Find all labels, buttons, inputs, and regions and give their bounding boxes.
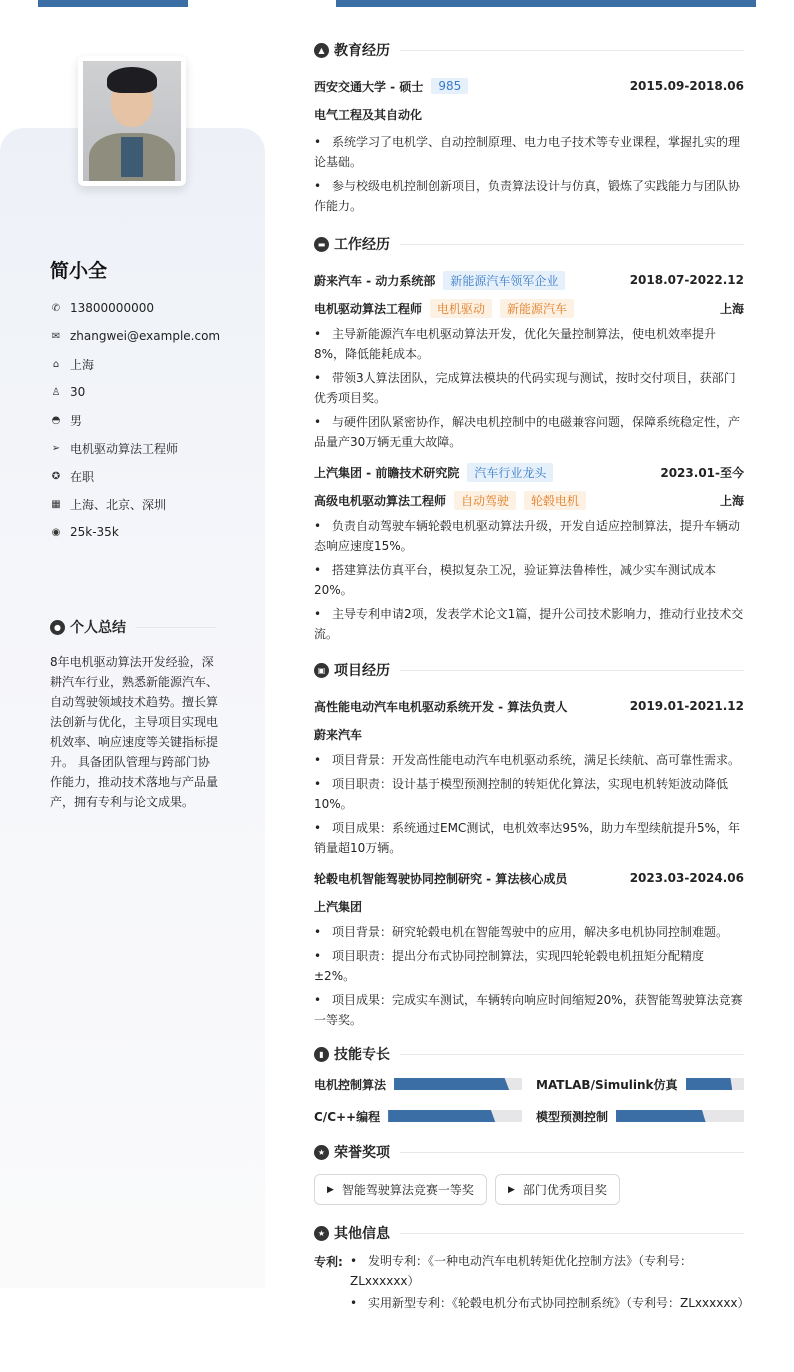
status-icon: ✪ <box>51 470 61 482</box>
play-icon: ▶ <box>327 1184 334 1195</box>
patent-item: • 实用新型专利：《轮毂电机分布式协同控制系统》（专利号：ZLxxxxxx） <box>350 1293 744 1313</box>
info-row: ◓ 男 <box>51 413 83 428</box>
company-name: 上汽集团 - 前瞻技术研究院 <box>314 465 460 480</box>
skills-heading: ▮ 技能专长 <box>314 1042 744 1066</box>
info-row: ⌂ 上海 <box>50 350 220 378</box>
job-entry <box>314 266 744 452</box>
job-bullet: • 主导专利申请2项，发表学术论文1篇，提升公司技术影响力，推动行业技术交流。 <box>314 604 744 644</box>
accent-bar-left <box>38 0 188 7</box>
education-heading: ▲ 教育经历 <box>314 38 744 62</box>
award-badge: ▶ 智能驾驶算法竞赛一等奖 <box>314 1174 487 1205</box>
skill-level <box>616 1110 706 1122</box>
phone-icon: ✆ <box>51 302 61 314</box>
skill-bar <box>394 1078 522 1090</box>
position-icon: ➢ <box>51 442 61 454</box>
skill-bar <box>686 1078 745 1090</box>
summary-text: 8年电机驱动算法开发经验，深耕汽车行业，熟悉新能源汽车、自动驾驶领域技术趋势。擅长算法创新与优化，主导项目实现电机效率、响应速度等关键指标提升。 具备团队管理与跨部门协作能力，推动技术落地与产品量产，拥有专利与论文成果。 <box>50 655 219 809</box>
award-badge: ▶ 部门优秀项目奖 <box>495 1174 620 1205</box>
awards-heading: ★ 荣誉奖项 <box>314 1140 744 1164</box>
job-bullet: • 带领3人算法团队，完成算法模块的代码实现与测试，按时交付项目，获部门优秀项目奖。 <box>314 368 744 408</box>
skill-bar <box>388 1110 522 1122</box>
candidate-name: 简小全 <box>50 260 108 282</box>
skill-name: 模型预测控制 <box>536 1109 609 1124</box>
info-row: ➢ 电机驱动算法工程师 <box>51 441 179 456</box>
school-tag: 985 <box>431 78 468 94</box>
skill-item <box>536 1106 744 1126</box>
skill-bar <box>616 1110 744 1122</box>
job-role: 高级电机驱动算法工程师 <box>314 493 447 508</box>
project-name: 高性能电动汽车电机驱动系统开发 - 算法负责人 <box>314 699 568 714</box>
play-icon: ▶ <box>507 1184 515 1195</box>
main-content <box>314 38 750 1317</box>
project-bullet: • 项目职责：设计基于模型预测控制的转矩优化算法，实现电机转矩波动降低10%。 <box>314 774 744 814</box>
summary-heading: ● 个人总结 <box>50 617 216 637</box>
skill-name: C/C++编程 <box>314 1109 381 1124</box>
grid-icon: ▣ <box>314 663 329 678</box>
education-bullet: • 参与校级电机控制创新项目，负责算法设计与仿真，锻炼了实践能力与团队协作能力。 <box>314 176 744 216</box>
role-tag: 电机驱动 <box>430 299 492 318</box>
project-bullet: • 项目职责：提出分布式协同控制算法，实现四轮轮毂电机扭矩分配精度±2%。 <box>314 946 744 986</box>
project-bullet: • 项目背景：研究轮毂电机在智能驾驶中的应用，解决多电机协同控制难题。 <box>314 922 744 942</box>
skill-item <box>314 1074 522 1094</box>
skill-level <box>388 1110 495 1122</box>
job-date: 2018.07-2022.12 <box>629 273 744 287</box>
education-entry <box>314 72 744 216</box>
role-tag: 自动驾驶 <box>454 491 516 510</box>
mail-icon: ✉ <box>51 330 61 342</box>
job-entry <box>314 458 744 644</box>
accent-bar-right <box>336 0 756 7</box>
user-icon: ● <box>50 620 65 635</box>
patents-label: 专利: <box>314 1255 343 1269</box>
award-icon: ★ <box>314 1145 329 1160</box>
skill-level <box>686 1078 733 1090</box>
info-row: ▦ 上海、北京、深圳 <box>51 497 167 512</box>
avatar <box>78 56 186 186</box>
info-icon: ★ <box>314 1226 329 1241</box>
job-date: 2023.01-至今 <box>660 465 744 480</box>
project-entry <box>314 864 744 1030</box>
home-icon: ⌂ <box>52 358 60 370</box>
education-date: 2015.09-2018.06 <box>629 79 744 93</box>
info-row: ✆ 13800000000 <box>51 301 154 315</box>
role-tag: 新能源汽车 <box>500 299 574 318</box>
role-tag: 轮毂电机 <box>524 491 586 510</box>
skill-level <box>394 1078 509 1090</box>
age-icon: ♙ <box>51 386 61 398</box>
project-org: 蔚来汽车 <box>314 727 363 742</box>
info-row: ✪ 在职 <box>51 469 95 484</box>
job-bullet: • 负责自动驾驶车辆轮毂电机驱动算法升级，开发自适应控制算法，提升车辆动态响应速度15%。 <box>314 516 744 556</box>
job-bullet: • 搭建算法仿真平台，模拟复杂工况，验证算法鲁棒性，减少实车测试成本20%。 <box>314 560 744 600</box>
info-row: ♙ 30 <box>51 385 86 399</box>
job-bullet: • 与硬件团队紧密协作，解决电机控制中的电磁兼容问题，保障系统稳定性，产品量产30万辆无重大故障。 <box>314 412 744 452</box>
divider <box>136 627 216 628</box>
skill-item <box>314 1106 522 1126</box>
project-bullet: • 项目背景：开发高性能电动汽车电机驱动系统，满足长续航、高可靠性需求。 <box>314 750 744 770</box>
other-heading: ★ 其他信息 <box>314 1221 744 1245</box>
salary-icon: ◉ <box>51 526 61 538</box>
job-role: 电机驱动算法工程师 <box>314 301 423 316</box>
project-date: 2019.01-2021.12 <box>629 699 744 713</box>
school-name: 西安交通大学 - 硕士 <box>314 79 424 94</box>
profile-photo <box>83 61 181 181</box>
project-date: 2023.03-2024.06 <box>629 871 744 885</box>
project-bullet: • 项目成果：系统通过EMC测试，电机效率达95%，助力车型续航提升5%，年销量超10万辆。 <box>314 818 744 858</box>
briefcase-icon: ▬ <box>314 237 329 252</box>
project-bullet: • 项目成果：完成实车测试，车辆转向响应时间缩短20%，获智能驾驶算法竞赛一等奖。 <box>314 990 744 1030</box>
city-icon: ▦ <box>51 498 61 510</box>
projects-heading: ▣ 项目经历 <box>314 658 744 682</box>
education-bullet: • 系统学习了电机学、自动控制原理、电力电子技术等专业课程，掌握扎实的理论基础。 <box>314 132 744 172</box>
major: 电气工程及其自动化 <box>314 107 423 122</box>
gender-icon: ◓ <box>51 414 61 426</box>
info-row: ◉ 25k-35k <box>51 525 119 539</box>
graduation-cap-icon: ▲ <box>314 43 329 58</box>
skill-name: 电机控制算法 <box>314 1077 387 1092</box>
company-name: 蔚来汽车 - 动力系统部 <box>314 273 436 288</box>
contact-info <box>50 294 220 546</box>
skill-item <box>536 1074 744 1094</box>
work-heading: ▬ 工作经历 <box>314 232 744 256</box>
job-location: 上海 <box>719 301 744 316</box>
company-tag: 新能源汽车领军企业 <box>443 271 565 290</box>
patents <box>314 1251 750 1317</box>
skill-name: MATLAB/Simulink仿真 <box>536 1077 678 1092</box>
project-org: 上汽集团 <box>314 899 363 914</box>
patent-item: • 发明专利：《一种电动汽车电机转矩优化控制方法》（专利号：ZLxxxxxx） <box>350 1251 744 1291</box>
company-tag: 汽车行业龙头 <box>467 463 553 482</box>
job-bullet: • 主导新能源汽车电机驱动算法开发，优化矢量控制算法，使电机效率提升8%，降低能耗成本。 <box>314 324 744 364</box>
chart-icon: ▮ <box>314 1047 329 1062</box>
project-entry <box>314 692 744 858</box>
job-location: 上海 <box>719 493 744 508</box>
info-row: ✉ zhangwei@example.com <box>51 329 221 343</box>
project-name: 轮毂电机智能驾驶协同控制研究 - 算法核心成员 <box>314 871 568 886</box>
